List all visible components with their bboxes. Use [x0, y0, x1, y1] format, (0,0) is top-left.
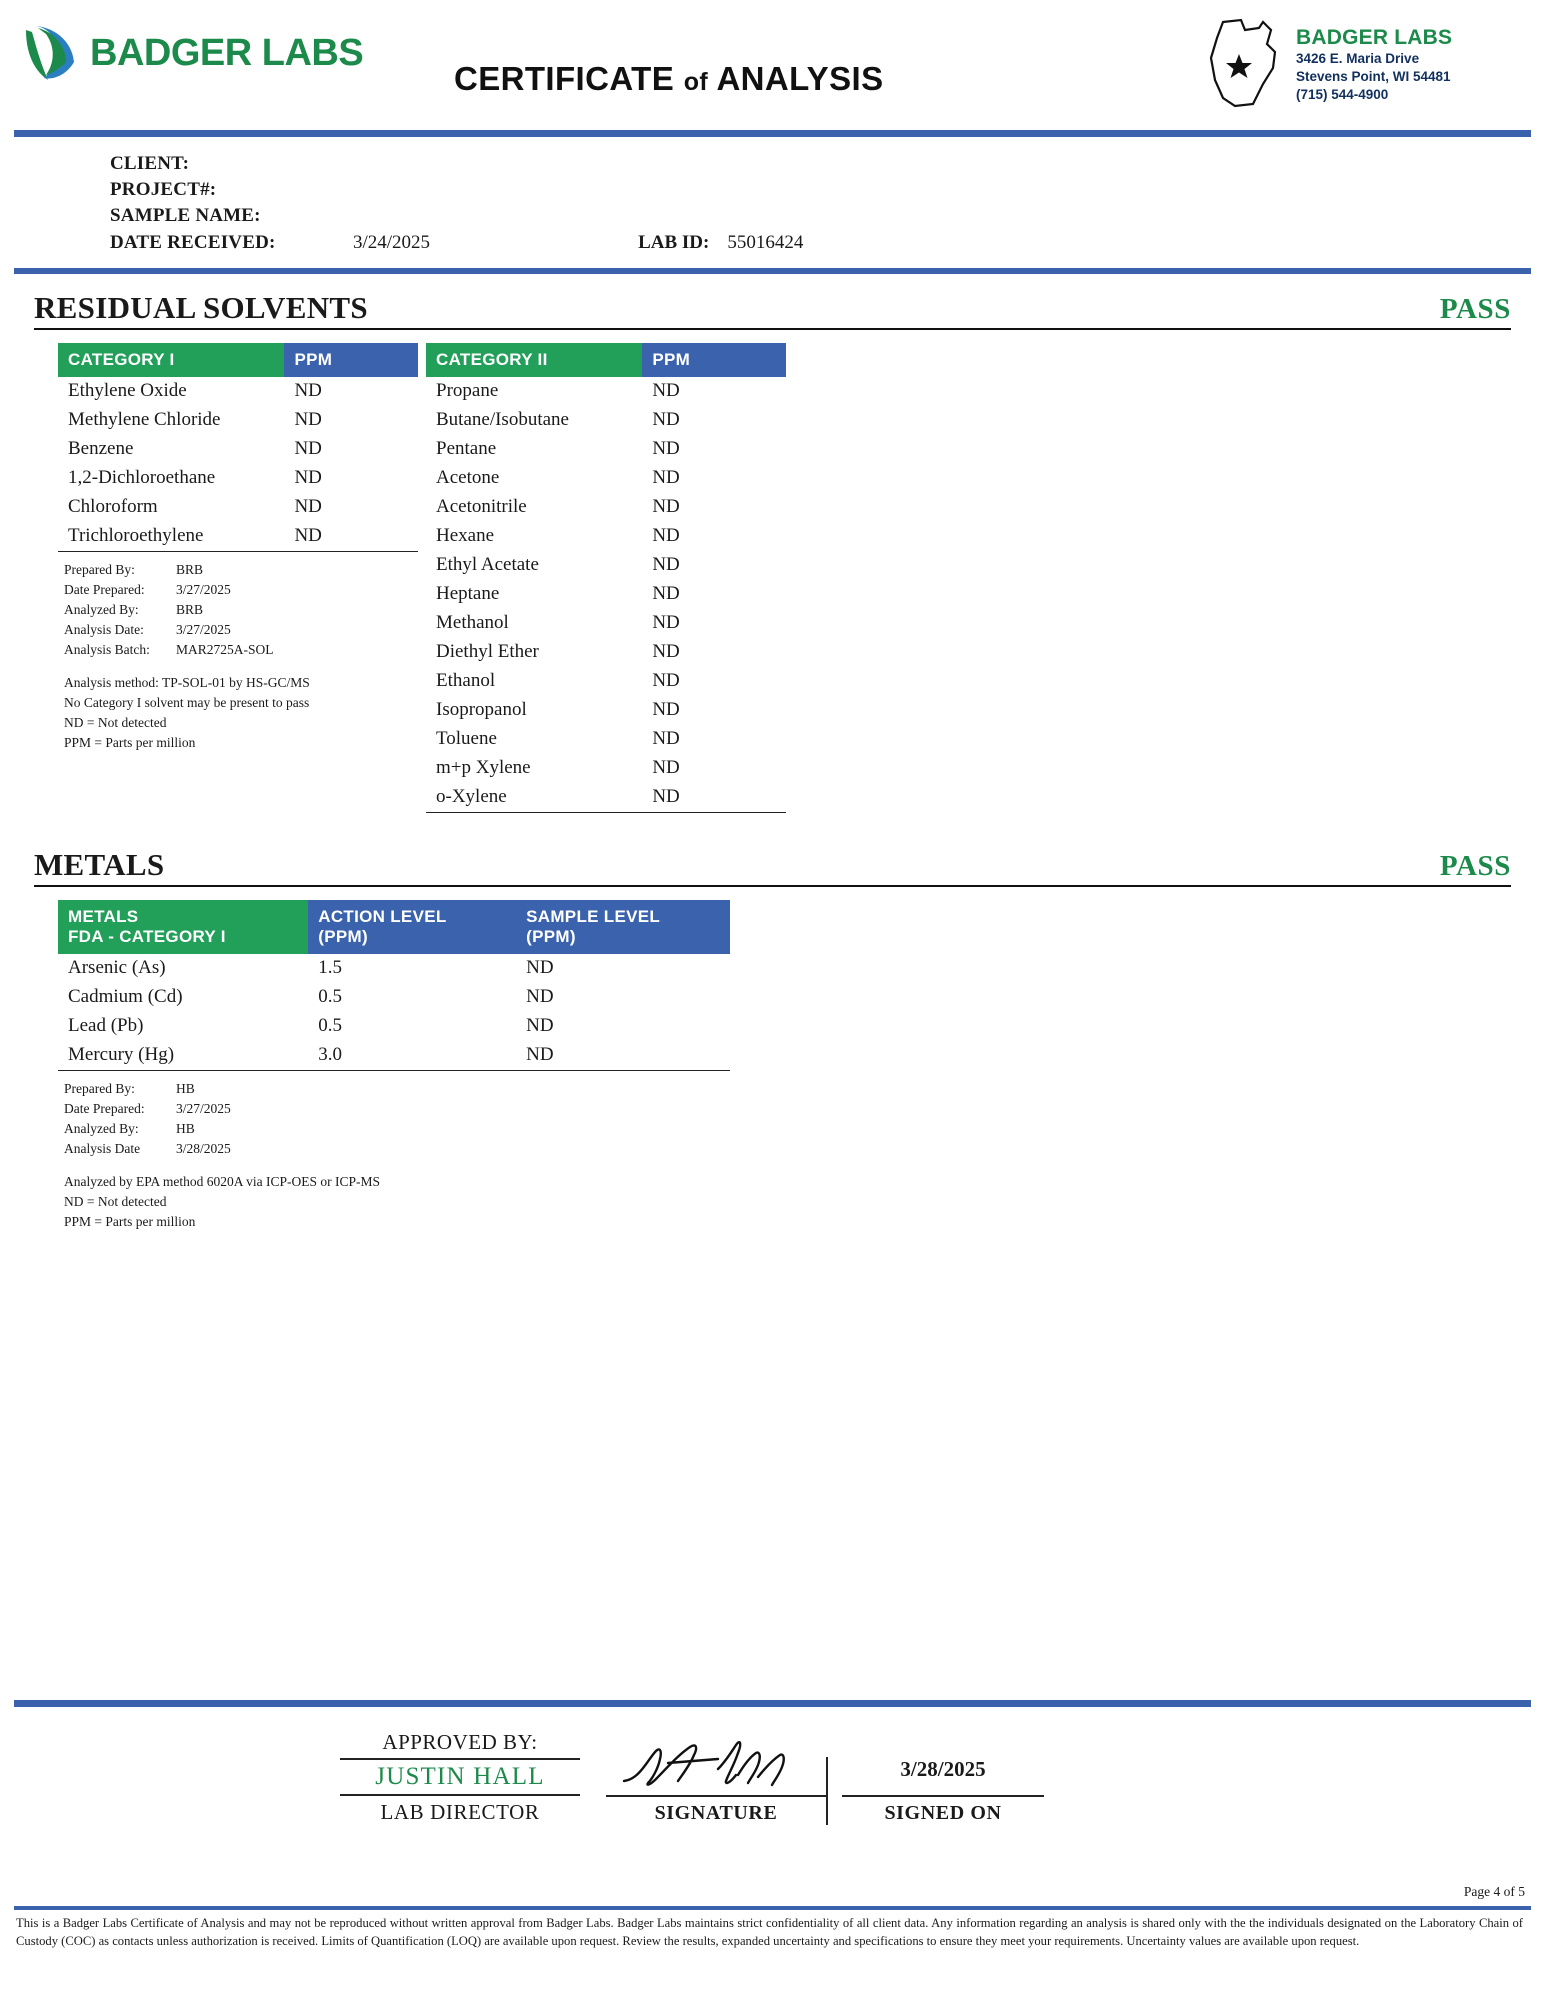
analyte-ppm: ND	[652, 670, 680, 692]
residual-solvents-title: RESIDUAL SOLVENTS	[34, 289, 368, 325]
metal-sample-level: ND	[526, 957, 554, 979]
table-row	[426, 725, 786, 754]
analyte-ppm: ND	[294, 380, 322, 402]
category-i-pass-note: No Category I solvent may be present to pass	[64, 694, 310, 710]
metals-sample-level-header-line2: (PPM)	[526, 926, 576, 946]
analyte-ppm: ND	[652, 467, 680, 489]
approved-by-label: APPROVED BY:	[382, 1730, 538, 1754]
analyzed-by-value: BRB	[176, 601, 204, 617]
page-number: Page 4 of 5	[1463, 1884, 1525, 1899]
analyte-name: Ethanol	[436, 670, 496, 692]
analyte-ppm: ND	[652, 554, 680, 576]
lab-id-value: 55016424	[727, 231, 804, 253]
signature-label: SIGNATURE	[606, 1795, 826, 1825]
analyte-ppm: ND	[652, 728, 680, 750]
table-row	[426, 783, 786, 813]
analyte-name: Ethylene Oxide	[68, 380, 187, 402]
category-ii-table-body	[426, 377, 786, 813]
analyte-ppm: ND	[652, 641, 680, 663]
table-header-row	[426, 343, 786, 377]
table-row	[426, 377, 786, 406]
metals-action-level-header-line1: ACTION LEVEL	[318, 906, 447, 926]
document-title-end: ANALYSIS	[716, 60, 884, 97]
document-title-of: of	[683, 68, 709, 96]
table-row	[58, 406, 418, 435]
analyte-name: Toluene	[436, 728, 497, 750]
brand-name: BADGER LABS	[90, 31, 364, 74]
wisconsin-outline-icon	[1201, 18, 1287, 110]
analyte-ppm: ND	[652, 438, 680, 460]
residual-solvents-header	[34, 290, 1511, 330]
metals-method-note: Analyzed by EPA method 6020A via ICP-OES or ICP-MS	[64, 1173, 381, 1189]
analyte-ppm: ND	[294, 496, 322, 518]
metals-body	[58, 900, 1531, 1232]
corner-logo	[1191, 16, 1511, 116]
date-received-label: DATE RECEIVED:	[110, 231, 276, 253]
metals-name-header-line2: FDA - CATEGORY I	[68, 926, 226, 946]
analyte-ppm: ND	[652, 757, 680, 779]
category-ii-ppm-header: PPM	[642, 343, 786, 377]
metal-action-level: 0.5	[318, 1015, 343, 1037]
analyte-name: Acetonitrile	[436, 496, 527, 518]
category-ii-column	[426, 343, 786, 813]
table-header-row	[58, 900, 730, 954]
analyte-name: Acetone	[436, 467, 500, 489]
date-prepared-label: Date Prepared:	[64, 1100, 145, 1116]
table-row	[426, 638, 786, 667]
category-i-column	[58, 343, 418, 813]
ppm-note: PPM = Parts per million	[64, 734, 196, 750]
analyte-name: o-Xylene	[426, 783, 642, 813]
analyte-ppm: ND	[294, 438, 322, 460]
metals-name-header-line1: METALS	[68, 906, 139, 926]
analyte-ppm: ND	[294, 467, 322, 489]
corner-address-line2: Stevens Point, WI 54481	[1296, 69, 1451, 85]
analyte-name: Propane	[436, 380, 499, 402]
disclaimer-divider	[14, 1906, 1531, 1910]
metals-table	[58, 900, 730, 1071]
analyte-name: Trichloroethylene	[58, 522, 284, 552]
category-i-ppm-header: PPM	[284, 343, 418, 377]
table-row	[426, 406, 786, 435]
table-row	[58, 983, 730, 1012]
table-row	[58, 377, 418, 406]
metals-name-header	[58, 900, 308, 954]
approver-column	[340, 1730, 580, 1825]
signed-on-date: 3/28/2025	[900, 1757, 986, 1781]
metal-name: Cadmium (Cd)	[68, 986, 183, 1008]
approval-block	[340, 1730, 1170, 1825]
analyte-name: Hexane	[436, 525, 495, 547]
analyzed-by-label: Analyzed By:	[64, 601, 139, 617]
table-row	[426, 696, 786, 725]
table-row	[426, 609, 786, 638]
metal-name: Mercury (Hg)	[58, 1041, 308, 1071]
metal-sample-level: ND	[516, 1041, 730, 1071]
document-title	[454, 60, 883, 98]
table-row	[58, 1041, 730, 1071]
analyte-name: Methylene Chloride	[68, 409, 221, 431]
date-prepared-label: Date Prepared:	[64, 581, 145, 597]
residual-solvents-status-badge: PASS	[1439, 292, 1511, 325]
project-label: PROJECT#:	[110, 179, 217, 201]
sample-name-label: SAMPLE NAME:	[110, 205, 261, 227]
analyte-ppm: ND	[652, 380, 680, 402]
analyte-name: Pentane	[436, 438, 497, 460]
analyte-name: Methanol	[436, 612, 509, 634]
table-row	[426, 667, 786, 696]
analyzed-by-value: HB	[176, 1120, 195, 1136]
table-row	[426, 464, 786, 493]
table-row	[58, 464, 418, 493]
analyte-ppm: ND	[652, 525, 680, 547]
analyzed-by-label: Analyzed By:	[64, 1120, 139, 1136]
analyte-name: Ethyl Acetate	[436, 554, 539, 576]
metals-action-level-header-line2: (PPM)	[318, 926, 368, 946]
project-row	[110, 177, 1531, 203]
prepared-by-label: Prepared By:	[64, 1080, 135, 1096]
metal-action-level: 1.5	[318, 957, 343, 979]
analysis-date-label: Analysis Date	[64, 1140, 141, 1156]
corner-address-block	[1296, 26, 1452, 104]
nd-note: ND = Not detected	[64, 714, 167, 730]
category-ii-table	[426, 343, 786, 813]
table-row	[426, 522, 786, 551]
analyte-ppm: ND	[642, 783, 786, 813]
client-row	[110, 151, 1531, 177]
badger-leaf-logo-icon	[22, 22, 78, 84]
header-divider	[14, 130, 1531, 137]
table-row	[426, 580, 786, 609]
table-row	[58, 493, 418, 522]
signature-image	[606, 1735, 826, 1795]
date-prepared-value: 3/27/2025	[176, 1100, 231, 1116]
sample-name-row	[110, 203, 1531, 229]
analysis-batch-label: Analysis Batch:	[64, 641, 150, 657]
metals-title: METALS	[34, 846, 165, 882]
table-row	[58, 522, 418, 552]
analyte-name: Butane/Isobutane	[436, 409, 569, 431]
analyte-name: Heptane	[436, 583, 500, 605]
analysis-date-value: 3/28/2025	[176, 1140, 231, 1156]
handwritten-signature-icon	[606, 1735, 826, 1797]
metals-header	[34, 847, 1511, 887]
corner-address-line1: 3426 E. Maria Drive	[1296, 51, 1420, 67]
category-i-table-body	[58, 377, 418, 552]
analyte-ppm: ND	[652, 699, 680, 721]
analyte-ppm: ND	[652, 409, 680, 431]
category-ii-name-header: CATEGORY II	[426, 343, 642, 377]
analyte-name: Chloroform	[68, 496, 158, 518]
client-info-block	[14, 137, 1531, 266]
client-info-divider	[14, 268, 1531, 274]
corner-phone: (715) 544-4900	[1296, 87, 1389, 103]
prepared-by-label: Prepared By:	[64, 561, 135, 577]
document-header	[14, 0, 1531, 128]
residual-solvents-body	[58, 343, 958, 813]
metals-sample-level-header-line1: SAMPLE LEVEL	[526, 906, 661, 926]
date-prepared-value: 3/27/2025	[176, 581, 231, 597]
analysis-date-label: Analysis Date:	[64, 621, 144, 637]
client-label: CLIENT:	[110, 153, 190, 174]
table-row	[426, 493, 786, 522]
table-row	[58, 435, 418, 464]
analyte-name: Benzene	[68, 438, 134, 460]
document-title-main: CERTIFICATE	[454, 60, 675, 97]
metal-action-level: 0.5	[318, 986, 343, 1008]
table-row	[426, 435, 786, 464]
metals-status-badge: PASS	[1439, 849, 1511, 882]
table-row	[426, 754, 786, 783]
nd-note: ND = Not detected	[64, 1193, 167, 1209]
footer-divider	[14, 1700, 1531, 1707]
metal-action-level: 3.0	[308, 1041, 516, 1071]
table-row	[58, 1012, 730, 1041]
date-received-value: 3/24/2025	[353, 231, 431, 253]
signed-on-label: SIGNED ON	[842, 1795, 1044, 1825]
metals-sample-level-header	[516, 900, 730, 954]
category-i-table	[58, 343, 418, 552]
analysis-batch-value: MAR2725A-SOL	[176, 641, 274, 657]
analyte-ppm: ND	[294, 409, 322, 431]
analysis-method-note: Analysis method: TP-SOL-01 by HS-GC/MS	[64, 674, 310, 690]
approver-name: JUSTIN HALL	[340, 1758, 580, 1796]
signed-on-column	[826, 1757, 1058, 1825]
metal-name: Arsenic (As)	[68, 957, 166, 979]
analyte-ppm: ND	[284, 522, 418, 552]
prepared-by-value: HB	[176, 1080, 195, 1096]
analyte-ppm: ND	[652, 496, 680, 518]
metal-sample-level: ND	[526, 1015, 554, 1037]
lab-id-label: LAB ID:	[638, 231, 710, 253]
prepared-by-value: BRB	[176, 561, 204, 577]
metal-sample-level: ND	[526, 986, 554, 1008]
metals-notes	[58, 1079, 1531, 1232]
table-header-row	[58, 343, 418, 377]
metals-table-body	[58, 954, 730, 1071]
signature-column	[606, 1735, 826, 1825]
residual-solvents-notes	[58, 560, 418, 753]
ppm-note: PPM = Parts per million	[64, 1213, 196, 1229]
metal-name: Lead (Pb)	[68, 1015, 144, 1037]
corner-brand-name: BADGER LABS	[1296, 26, 1453, 49]
analyte-name: Isopropanol	[436, 699, 527, 721]
analyte-name: 1,2-Dichloroethane	[68, 467, 216, 489]
analysis-date-value: 3/27/2025	[176, 621, 231, 637]
disclaimer-text: This is a Badger Labs Certificate of Analysis and may not be reproduced without written approval from Badger Labs. Badger Labs maintains strict confidentiality of all client data. Any information regarding an analysis is shared only with the the individuals designated on the Laboratory Chain of Custody (COC) as contacts unless authorization is received. Limits of Quantification (LOQ) are available upon request. Review the results, expanded uncertainty and specifications to ensure they meet your requirements. Uncertainty values are available upon request.	[16, 1916, 1523, 1949]
analyte-ppm: ND	[652, 612, 680, 634]
category-i-name-header: CATEGORY I	[58, 343, 284, 377]
brand-lockup	[14, 0, 363, 84]
approver-role: LAB DIRECTOR	[380, 1800, 540, 1824]
analyte-name: Diethyl Ether	[436, 641, 539, 663]
analyte-ppm: ND	[652, 583, 680, 605]
analyte-name: m+p Xylene	[436, 757, 531, 779]
date-received-row	[110, 230, 1531, 256]
metals-action-level-header	[308, 900, 516, 954]
table-row	[426, 551, 786, 580]
table-row	[58, 954, 730, 983]
